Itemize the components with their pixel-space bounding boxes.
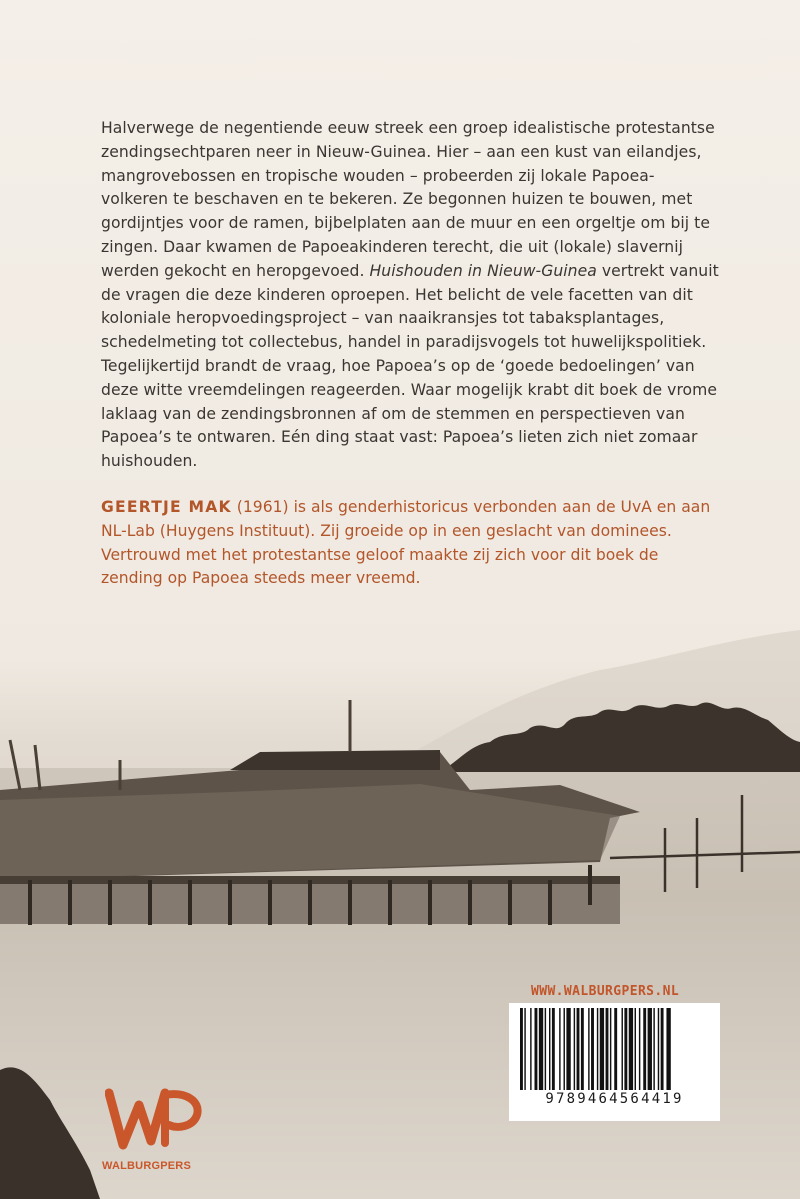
barcode-bar <box>577 1008 580 1090</box>
barcode-bar <box>564 1008 565 1090</box>
barcode-bar <box>549 1008 550 1090</box>
book-title-italic: Huishouden in Nieuw-Guinea <box>369 261 597 280</box>
barcode-bar <box>597 1008 598 1090</box>
barcode-bar <box>574 1008 575 1090</box>
barcode-bar <box>535 1008 538 1090</box>
barcode-bar <box>588 1008 589 1090</box>
barcode-bar <box>658 1008 659 1090</box>
isbn-number: 9789464564419 <box>545 1091 684 1107</box>
barcode-bar <box>545 1008 546 1090</box>
barcode-bar <box>629 1008 633 1090</box>
author-name: GEERTJE MAK <box>101 498 232 516</box>
barcode-bars <box>520 1008 709 1090</box>
barcode-bar <box>559 1008 560 1090</box>
barcode-bar <box>648 1008 652 1090</box>
barcode-bar <box>530 1008 531 1090</box>
barcode-bar <box>539 1008 543 1090</box>
barcode-bar <box>600 1008 604 1090</box>
barcode-bar <box>666 1008 670 1090</box>
barcode-bar <box>591 1008 594 1090</box>
barcode-bar <box>614 1008 617 1090</box>
barcode-bar <box>622 1008 623 1090</box>
barcode-bar <box>552 1008 555 1090</box>
author-bio-text: (1961) is als genderhistoricus verbonden aan de UvA en aan NL-Lab (Huygens Instituut). Zij groeide op in een geslacht van dominees. Vertrouwd met het protestantse geloof maakte zij zich voor dit boek de zending op Papoea steeds meer vreemd. <box>101 498 711 588</box>
barcode-bar <box>606 1008 609 1090</box>
author-paragraph <box>101 496 721 591</box>
barcode-bar <box>639 1008 640 1090</box>
author-bio <box>101 496 721 591</box>
publisher-website[interactable]: WWW.WALBURGPERS.NL <box>531 984 680 999</box>
barcode-bar <box>661 1008 664 1090</box>
barcode-bar <box>643 1008 646 1090</box>
barcode-bar <box>624 1008 627 1090</box>
barcode-bar <box>566 1008 570 1090</box>
description-paragraph: Halverwege de negentiende eeuw streek een groep idealistische protestantse zendingsechtparen neer in Nieuw-Guinea. Hier – aan een kust van eilandjes, mangrovebossen en tropische wouden – probeerden zij lokale Papoea-volkeren te beschaven en te bekeren. Ze begonnen huizen te bouwen, met gordijntjes voor de ramen, bijbelplaten aan de muur en een orgeltje om bij te zingen. Daar kwamen de Papoeakinderen terecht, die uit (lokale) slavernij werden gekocht en heropgevoed. Huishouden in Nieuw-Guinea vertrekt vanuit de vragen die deze kinderen oproepen. Het belicht de vele facetten van dit koloniale heropvoedingsproject – van naaikransjes tot tabaksplantages, schedelmeting tot collectebus, handel in paradijsvogels tot huwelijkspolitiek. Tegelijkertijd brandt de vraag, hoe Papoea’s op de ‘goede bedoelingen’ van deze witte vreemdelingen reageerden. Waar mogelijk krabt dit boek de vrome laklaag van de zendingsbronnen af om de stemmen en perspectieven van Papoea’s te ontwaren. Eén ding staat vast: Papoea’s lieten zich niet zomaar huishouden. <box>101 119 719 471</box>
isbn-barcode <box>509 1003 720 1121</box>
barcode-bar <box>581 1008 584 1090</box>
barcode-bar <box>610 1008 611 1090</box>
barcode-bar <box>520 1008 523 1090</box>
book-description <box>101 117 721 474</box>
barcode-bar <box>653 1008 654 1090</box>
barcode-bar <box>635 1008 636 1090</box>
walburgpers-w-p-logo-icon <box>105 1083 205 1158</box>
barcode-bar <box>524 1008 525 1090</box>
publisher-name: WALBURGPERS <box>102 1160 191 1172</box>
